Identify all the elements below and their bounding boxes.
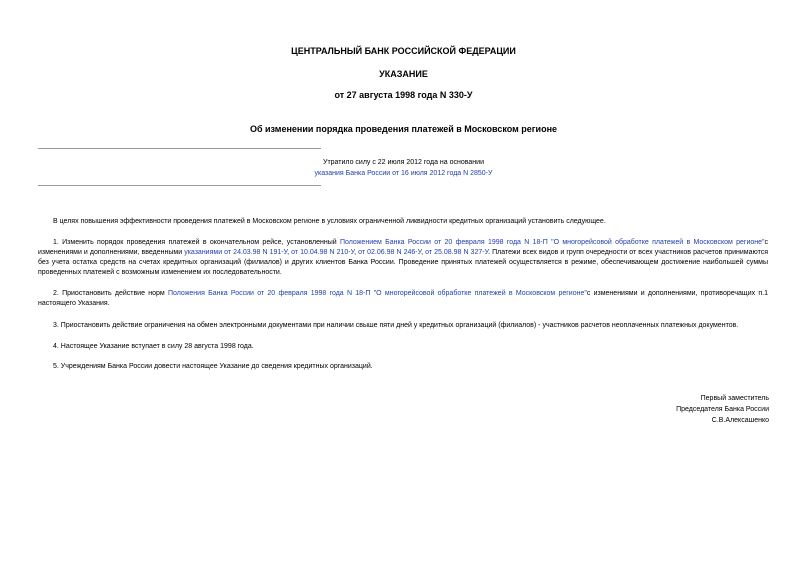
paragraph-1 [38, 238, 768, 278]
directive-191u-link[interactable]: указаниями от 24.03.98 N 191-У [184, 249, 288, 256]
paragraph-5: 5. Учреждениям Банка России довести настоящее Указание до сведения кредитных организаций. [53, 363, 373, 370]
subject-heading: Об изменении порядка проведения платежей в Московском регионе [249, 124, 558, 134]
directive-246u-link[interactable]: от 02.06.98 N 246-У [358, 249, 422, 256]
divider-top [38, 148, 321, 149]
p2-text-a: 2. Приостановить действие норм [53, 290, 168, 297]
issuer-heading: ЦЕНТРАЛЬНЫЙ БАНК РОССИЙСКОЙ ФЕДЕРАЦИИ [291, 46, 516, 56]
p1-sep-3: , [421, 249, 426, 256]
paragraph-3: 3. Приостановить действие ограничения на обмен электронными документами при наличии свыше пяти дней у кредитных организаций (филиалов) - участников расчетов неоплаченных платежных документов. [53, 322, 739, 329]
paragraph-2 [38, 289, 768, 309]
status-note-text: Утратило силу с 22 июля 2012 года на основании [323, 159, 484, 166]
doc-type-heading: УКАЗАНИЕ [379, 69, 428, 79]
status-note-link[interactable]: указания Банка России от 16 июля 2012 года N 2850-У [314, 170, 493, 177]
paragraph-4: 4. Настоящее Указание вступает в силу 28 августа 1998 года. [53, 343, 254, 350]
regulation-18p-link[interactable]: Положением Банка России от 20 февраля 1998 года N 18-П "О многорейсовой обработке платежей в Московском регионе" [340, 239, 765, 246]
signature-position-line1: Первый заместитель [700, 395, 769, 402]
p1-sep-1: , [287, 249, 292, 256]
p2-text-b: с изменениями и дополнениями, противоречащих п.1 настоящего Указания. [38, 290, 768, 307]
signature-position-line2: Председателя Банка России [676, 406, 769, 413]
date-number-heading: от 27 августа 1998 года N 330-У [334, 90, 473, 100]
regulation-18p-link-2[interactable]: Положения Банка России от 20 февраля 1998 года N 18-П "О многорейсовой обработке платежей в Московском регионе" [167, 290, 587, 297]
p1-text-b: с изменениями и дополнениями, введенными [38, 239, 768, 256]
p1-text-a: 1. Изменить порядок проведения платежей в окончательном рейсе, установленный [53, 239, 340, 246]
p1-text-f: . Платежи всех видов и групп очередности от всех участников расчетов принимаются без учета остатка средств на счетах кредитных организаций (филиалов) и других клиентов Банка России. Проведение принятых платежей осуществляется в режиме, обеспечивающем достижение наибольшей суммы проведенных платежей с возможным изменением их последовательности. [38, 249, 768, 276]
directive-210u-link[interactable]: от 10.04.98 N 210-У [291, 249, 355, 256]
directive-327u-link[interactable]: от 25.08.98 N 327-У [425, 249, 489, 256]
intro-paragraph: В целях повышения эффективности проведения платежей в Московском регионе в условиях ограниченной ликвидности кредитных организаций установить следующее. [53, 218, 606, 225]
divider-bottom [38, 185, 321, 186]
p1-sep-2: , [354, 249, 359, 256]
signature-name: С.В.Алексашенко [711, 417, 769, 424]
status-note-line [0, 170, 807, 177]
